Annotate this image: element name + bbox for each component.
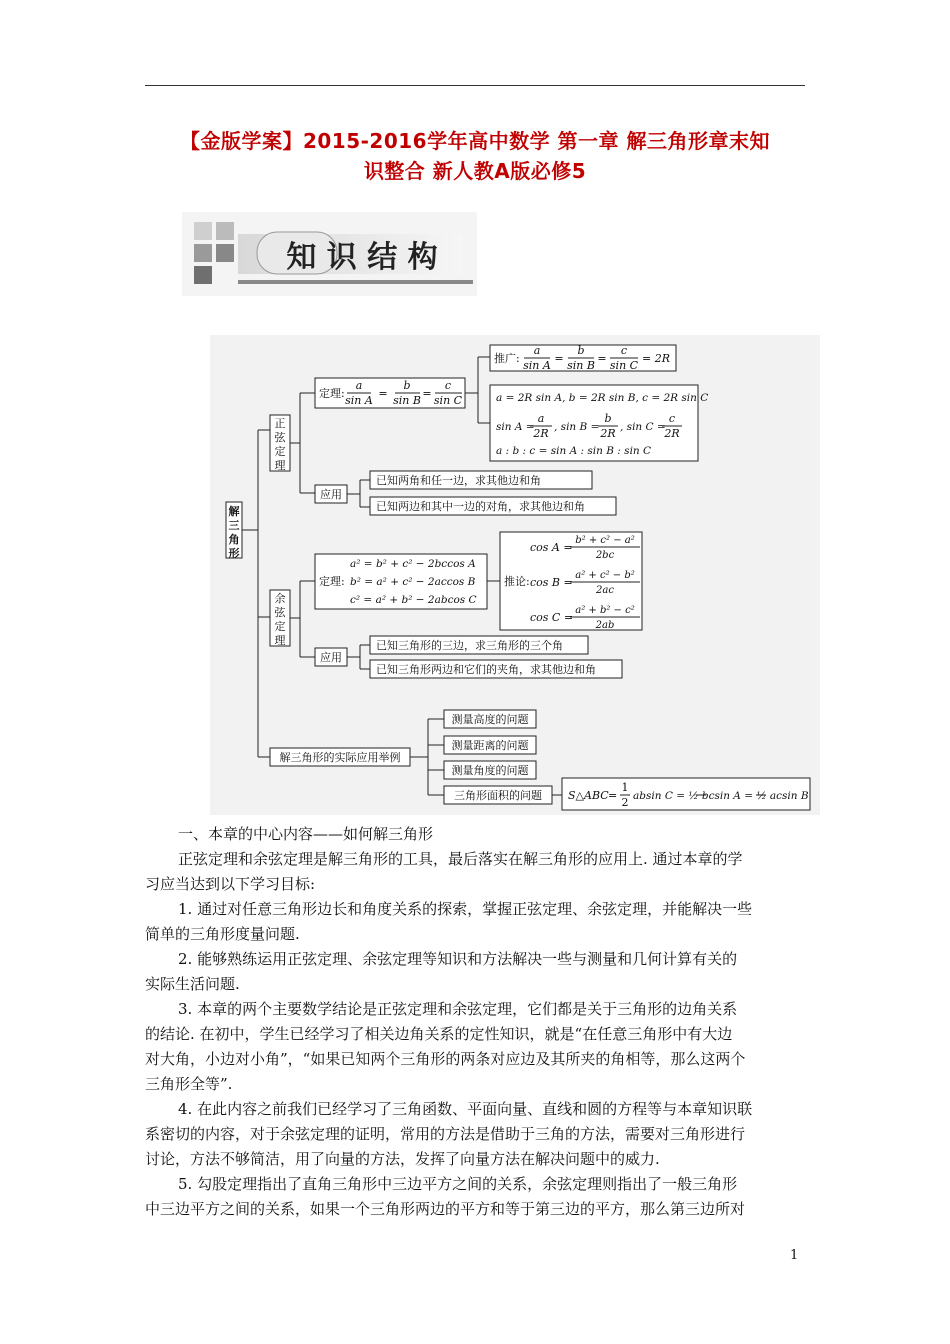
practical-item-1: 测量高度的问题 xyxy=(451,713,529,726)
document-title-line2: 识整合 新人教A版必修5 xyxy=(363,159,587,183)
practical-item-3: 测量角度的问题 xyxy=(451,764,529,777)
paragraph-line: 1. 通过对任意三角形边长和角度关系的探索，掌握正弦定理、余弦定理，并能解决一些 xyxy=(178,900,753,918)
corollary-cosB: cos B = xyxy=(530,576,573,589)
frac-num: a² + b² − c² xyxy=(575,605,635,616)
frac-num: 1 xyxy=(621,781,629,794)
sine-variant-3: a : b : c = sin A : sin B : sin C xyxy=(496,445,652,457)
banner-square xyxy=(216,222,234,240)
banner-square xyxy=(194,266,212,284)
frac-den: 2bc xyxy=(595,550,615,561)
cosine-theorem-prefix: 定理: xyxy=(319,575,345,588)
banner-square xyxy=(194,244,212,262)
frac-num: b xyxy=(577,344,585,357)
frac-den: sin A xyxy=(345,394,373,407)
svg-text:=: = xyxy=(422,387,432,400)
sine-variant-1: a = 2R sin A, b = 2R sin B, c = 2R sin C xyxy=(496,392,709,404)
paragraph-line: 3. 本章的两个主要数学结论是正弦定理和余弦定理，它们都是关于三角形的边角关系 xyxy=(178,1000,738,1018)
frac-den: 2 xyxy=(621,796,629,809)
frac-den: 2R xyxy=(600,427,616,440)
area-formula-rest: absin C = ½ bcsin A = ½ acsin B xyxy=(633,790,809,802)
svg-text:=: = xyxy=(378,387,388,400)
section-heading: 一、本章的中心内容——如何解三角形 xyxy=(178,825,434,843)
paragraph-line: 实际生活问题. xyxy=(145,975,240,993)
paragraph-line: 习应当达到以下学习目标: xyxy=(145,875,316,893)
document-title-line1: 【金版学案】2015-2016学年高中数学 第一章 解三角形章末知 xyxy=(179,129,771,153)
area-formula-s: S△ABC xyxy=(568,789,609,802)
paragraph-line: 对大角，小边对小角”，“如果已知两个三角形的两条对应边及其所夹的角相等，那么这两个 xyxy=(145,1050,746,1068)
cosine-eq-1: a² = b² + c² − 2bccos A xyxy=(350,558,476,570)
sine-apply-1: 已知两角和任一边，求其他边和角 xyxy=(376,474,541,487)
frac-den: 2ab xyxy=(595,620,615,631)
paragraph-line: 正弦定理和余弦定理是解三角形的工具，最后落实在解三角形的应用上. 通过本章的学 xyxy=(178,850,743,868)
practical-item-4: 三角形面积的问题 xyxy=(454,789,542,802)
node-cosine-theorem: 余弦定理 xyxy=(274,592,286,647)
node-sine-theorem: 正弦定理 xyxy=(274,417,286,472)
corollary-cosA: cos A = xyxy=(530,541,573,554)
header-rule xyxy=(145,85,805,86)
frac-num: b xyxy=(604,412,612,425)
paragraph-line: 讨论，方法不够简洁，用了向量的方法，发挥了向量方法在解决问题中的威力. xyxy=(145,1150,660,1168)
paragraph-line: 2. 能够熟练运用正弦定理、余弦定理等知识和方法解决一些与测量和几何计算有关的 xyxy=(178,950,738,968)
frac-num: a xyxy=(537,412,545,425)
frac-den: sin B xyxy=(393,394,421,407)
section-banner xyxy=(182,212,477,296)
sine-apply-2: 已知两边和其中一边的对角，求其他边和角 xyxy=(376,500,585,513)
practical-item-2: 测量距离的问题 xyxy=(451,739,529,752)
practical-label: 解三角形的实际应用举例 xyxy=(279,751,401,764)
frac-den: sin C xyxy=(433,394,463,407)
frac-den: 2ac xyxy=(596,585,614,596)
paragraph-line: 中三边平方之间的关系，如果一个三角形两边的平方和等于第三边的平方，那么第三边所对 xyxy=(145,1200,746,1218)
sine-ext-prefix: 推广: xyxy=(494,352,520,365)
page-number: 1 xyxy=(790,1248,799,1263)
sine-variant-2b: , sin B = xyxy=(554,421,600,433)
cosine-corollary-prefix: 推论: xyxy=(504,575,530,588)
cosine-eq-2: b² = a² + c² − 2accos B xyxy=(350,576,476,588)
sine-theorem-prefix: 定理: xyxy=(319,387,345,400)
svg-text:=: = xyxy=(597,352,607,365)
sine-variant-2c: , sin C = xyxy=(620,421,666,433)
cosine-apply-2: 已知三角形两边和它们的夹角，求其他边和角 xyxy=(376,663,596,676)
paragraph-line: 系密切的内容，对于余弦定理的证明，常用的方法是借助于三角的方法，需要对三角形进行 xyxy=(145,1125,746,1143)
banner-square xyxy=(216,244,234,262)
paragraph-line: 4. 在此内容之前我们已经学习了三角函数、平面向量、直线和圆的方程等与本章知识联 xyxy=(178,1100,753,1118)
frac-num: a xyxy=(533,344,541,357)
paragraph-line: 三角形全等”. xyxy=(145,1075,233,1093)
sine-apply-label: 应用 xyxy=(320,488,342,501)
banner-square xyxy=(194,222,212,240)
cosine-apply-1: 已知三角形的三边，求三角形的三个角 xyxy=(376,639,563,652)
cosine-eq-3: c² = a² + b² − 2abcos C xyxy=(350,594,477,606)
frac-den: 2R xyxy=(533,427,549,440)
svg-text:=: = xyxy=(554,352,564,365)
frac-den: sin A xyxy=(523,359,551,372)
frac-num: c xyxy=(668,412,676,425)
paragraph-line: 的结论. 在初中，学生已经学习了相关边角关系的定性知识，就是“在任意三角形中有大边 xyxy=(145,1025,733,1043)
frac-den: sin C xyxy=(609,359,639,372)
frac-den: 2R xyxy=(664,427,680,440)
sine-variant-2a: sin A = xyxy=(496,421,535,433)
corollary-cosC: cos C = xyxy=(530,611,574,624)
cosine-apply-label: 应用 xyxy=(320,651,342,664)
knowledge-structure-diagram xyxy=(210,335,820,815)
node-root: 解三角形 xyxy=(228,505,240,560)
frac-num: b xyxy=(403,379,411,392)
paragraph-line: 5. 勾股定理指出了直角三角形中三边平方之间的关系，余弦定理则指出了一般三角形 xyxy=(178,1175,738,1193)
frac-num: a² + c² − b² xyxy=(575,570,635,581)
paragraph-line: 简单的三角形度量问题. xyxy=(145,925,300,943)
svg-text:=: = xyxy=(608,789,618,802)
frac-den: sin B xyxy=(567,359,595,372)
frac-num: b² + c² − a² xyxy=(575,535,635,546)
frac-num: c xyxy=(444,379,452,392)
frac-num: c xyxy=(620,344,628,357)
sine-ext-rhs: = 2R xyxy=(642,352,670,365)
frac-num: a xyxy=(355,379,363,392)
banner-text: 知 识 结 构 xyxy=(286,240,438,275)
